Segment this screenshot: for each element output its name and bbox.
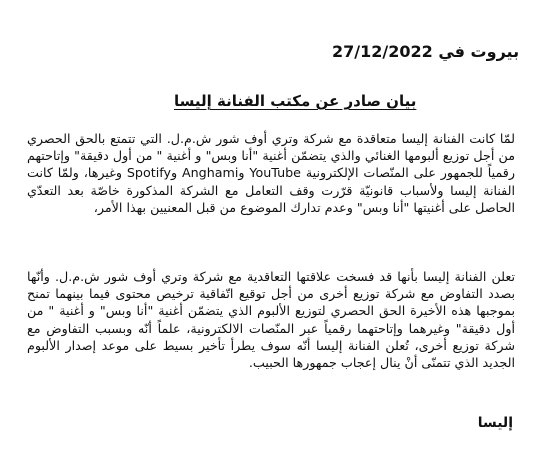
signature: إليسا <box>477 415 513 431</box>
date-line: بيروت في 27/12/2022 <box>332 42 520 61</box>
paragraph-2: تعلن الفنانة إليسا بأنها قد فسخت علاقتها التعاقدية مع شركة وتري أوف شور ش.م.ل. وأنّها بصدد التفاوض مع شركة توزيع أخرى من أجل توقيع اتّفاقية ترخيص محتوى فيما بينهما تمنح بموجبها هذه الأخيرة الحق الحصري لتوزيع الألبوم الذي يتضمّن أغنية "أنا وبس" و أغنية " من أول دقيقة" وغيرهما وإتاحتهما رقمياً عبر المنّصات الالكترونية، علماً أنّه وبسبب التفاوض مع شركة توزيع أخرى، تُعلن الفنانة إليسا أنّه سوف يطرأ تأخير بسيط على موعد إصدار الألبوم الجديد الذي تتمنّى أنْ ينال إعجاب جمهورها الحبيب. <box>27 269 515 371</box>
statement-title: بيان صادر عن مكتب الفنانة إليسا <box>174 92 417 110</box>
paragraph-1: لمّا كانت الفنانة إليسا متعاقدة مع شركة وتري أوف شور ش.م.ل. التي تتمتع بالحق الحصري من أجل توزيع ألبومها الغنائي والذي يتضمّن أغنية "أنا وبس" و أغنية " من أول دقيقة" وإتاحتهم رقمياً للجمهور على المنّصات الإلكترونية YouTube وAnghami وSpotify وغيرها، ولمّا كانت الفنانة إليسا ولأسباب قانونيّة قرّرت وقف التعامل مع الشركة المذكورة خاصّة بعد التعدّي الحاصل على أغنيتها "أنا وبس" وعدم تدارك الموضوع من قبل المعنيين بهذا الأمر، <box>27 131 515 215</box>
